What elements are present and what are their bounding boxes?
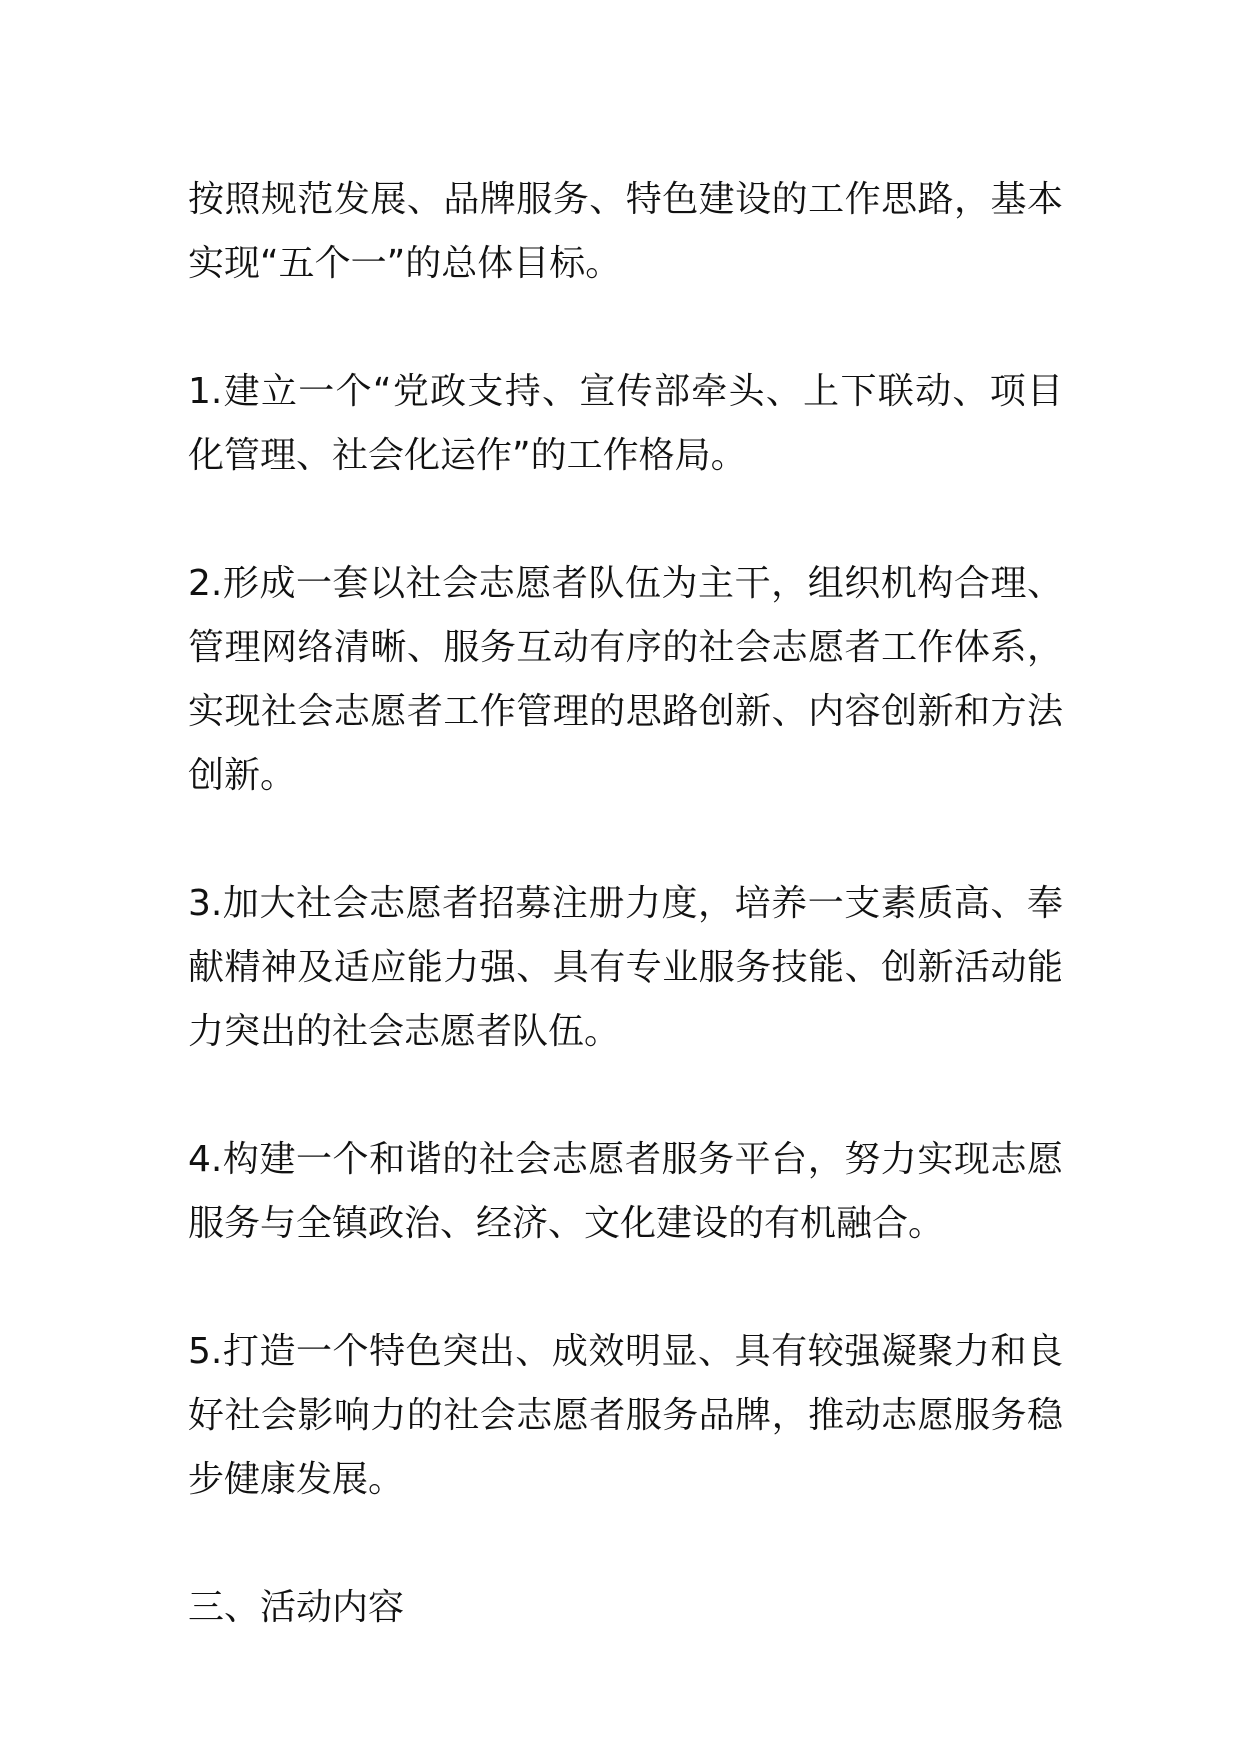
paragraph-item-1: 1.建立一个“党政支持、宣传部牵头、上下联动、项目化管理、社会化运作”的工作格局。 — [188, 371, 1063, 476]
paragraph-item-5: 5.打造一个特色突出、成效明显、具有较强凝聚力和良好社会影响力的社会志愿者服务品牌，推动志愿服务稳步健康发展。 — [188, 1331, 1063, 1500]
paragraph-intro: 按照规范发展、品牌服务、特色建设的工作思路，基本实现“五个一”的总体目标。 — [188, 179, 1063, 284]
paragraph-item-4: 4.构建一个和谐的社会志愿者服务平台，努力实现志愿服务与全镇政治、经济、文化建设的有机融合。 — [188, 1139, 1063, 1244]
document-body — [188, 168, 1063, 1640]
section-heading: 三、活动内容 — [188, 1587, 405, 1628]
paragraph-item-2: 2.形成一套以社会志愿者队伍为主干，组织机构合理、管理网络清晰、服务互动有序的社会志愿者工作体系，实现社会志愿者工作管理的思路创新、内容创新和方法创新。 — [188, 563, 1063, 796]
paragraph-item-3: 3.加大社会志愿者招募注册力度，培养一支素质高、奉献精神及适应能力强、具有专业服务技能、创新活动能力突出的社会志愿者队伍。 — [188, 883, 1063, 1052]
